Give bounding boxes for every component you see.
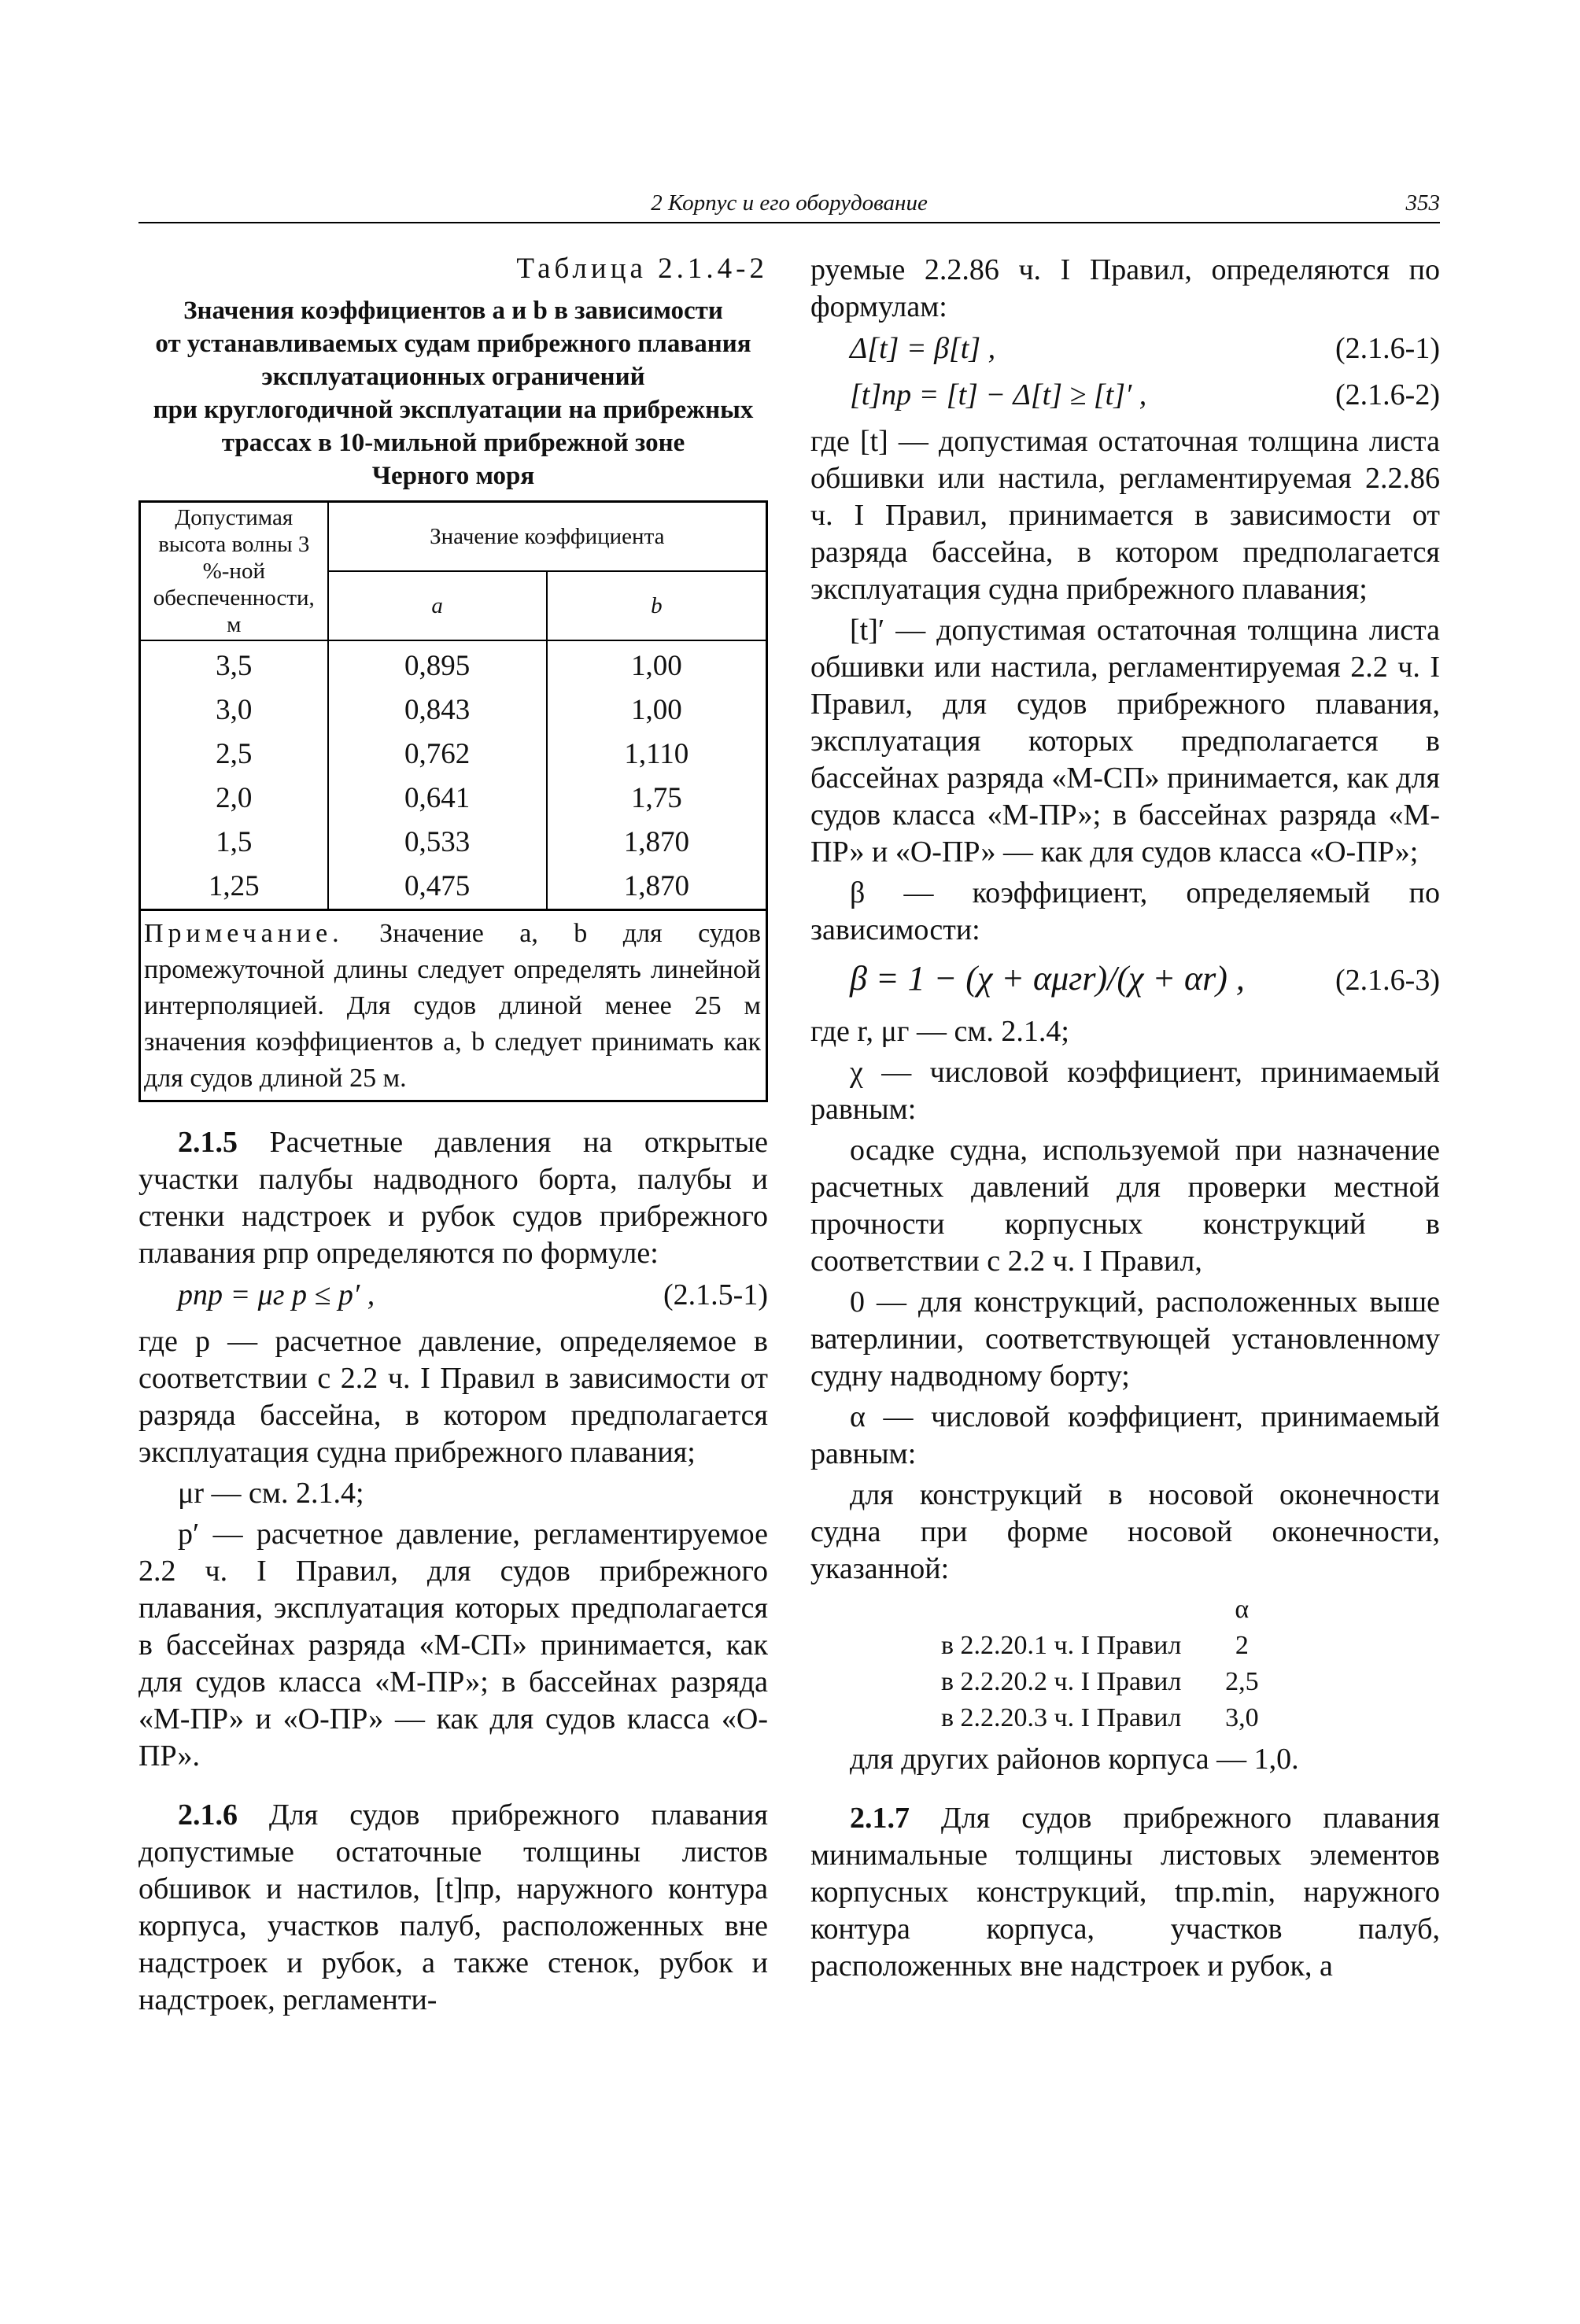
coefficient-table [138, 500, 768, 1102]
definition-p-prime: p′ — расчетное давление, регламентируемое 2.2 ч. I Правил, для судов прибрежного плавания, эксплуатация которых предполагается в бассейнах разряда «М-СП» принимается, как для судов класса «М-ПР»; в бассейнах разряда «М-ПР» и «О-ПР» — как для судов класса «О-ПР». [138, 1518, 768, 1773]
note-text: Значение a, b для судов промежуточной длины следует определять линейной интерполяцией. Для судов длиной менее 25 м значения коэффициентов a, b следует принимать как для судов длиной 25 м. [144, 919, 761, 1093]
running-title: 2 Корпус и его оборудование [651, 190, 928, 216]
table-title-line: эксплуатационных ограничений [261, 363, 645, 391]
alpha-bow-text: для конструкций в носовой оконечности судна при форме носовой оконечности, указанной: [810, 1478, 1440, 1585]
cell-b: 1,75 [547, 777, 767, 821]
right-column [810, 252, 1440, 1989]
table-note-row [140, 910, 767, 1101]
cell-a: 0,533 [328, 821, 547, 865]
chi-value-draft: осадке судна, используемой при назначение расчетных давлений для проверки местной прочности корпусных конструкций в соответствии с 2.2 ч. I Правил, [810, 1134, 1440, 1278]
definition-chi: χ — числовой коэффициент, принимаемый равным: [810, 1056, 1440, 1126]
header-a: a [328, 571, 547, 640]
section-text: Для судов прибрежного плавания минимальные толщины листовых элементов корпусных конструкций, tпр.min, наружного контура корпуса, участков палуб, расположенных вне надстроек и рубок, а [810, 1802, 1440, 1983]
table-row [140, 732, 767, 777]
definition-r: где r, μг — см. 2.1.4; [810, 1015, 1069, 1048]
cell-b: 1,00 [547, 688, 767, 732]
cell-b: 1,870 [547, 821, 767, 865]
cell-a: 0,895 [328, 640, 547, 688]
definition-beta: β — коэффициент, определяемый по зависимости: [810, 876, 1440, 946]
table-row [140, 865, 767, 910]
continuation-text: руемые 2.2.86 ч. I Правил, определяются по формулам: [810, 253, 1440, 323]
section-2-1-7 [810, 1800, 1440, 1985]
cell-wave-height: 1,25 [140, 865, 328, 910]
definition-p: где p — расчетное давление, определяемое в соответствии с 2.2 ч. I Правил в зависимости от разряда бассейна, в котором предполагается эксплуатация судна прибрежного плавания; [138, 1325, 768, 1469]
note-label: Примечание. [144, 919, 344, 948]
table-caption: Таблица 2.1.4-2 [516, 253, 768, 285]
cell-a: 0,843 [328, 688, 547, 732]
alpha-value: 2,5 [1225, 1667, 1259, 1696]
alpha-ref: в 2.2.20.1 ч. I Правил [941, 1631, 1182, 1660]
cell-b: 1,00 [547, 640, 767, 688]
cell-wave-height: 3,5 [140, 640, 328, 688]
alpha-table-row [928, 1664, 1290, 1700]
section-number: 2.1.6 [178, 1798, 238, 1832]
left-column [138, 252, 768, 2023]
alpha-table-head-row [928, 1592, 1290, 1628]
formula-expression: Δ[t] = β[t] , [850, 332, 996, 365]
table-title-line: от устанавливаемых судам прибрежного плавания [155, 330, 751, 358]
section-text: Расчетные давления на открытые участки палубы надводного борта, палубы и стенки надстроек и рубок судов прибрежного плавания pпр определяются по формуле: [138, 1126, 769, 1270]
cell-wave-height: 2,5 [140, 732, 328, 777]
running-header [138, 187, 1440, 223]
section-number: 2.1.7 [850, 1802, 910, 1835]
formula-number: (2.1.5-1) [663, 1278, 768, 1311]
table-note [140, 910, 767, 1101]
section-text: Для судов прибрежного плавания допустимые остаточные толщины листов обшивок и настилов, [t]пр, наружного контура корпуса, участков палуб, расположенных вне надстроек и рубок, а также стенок, рубок и надстроек, регламенти- [138, 1798, 768, 2016]
alpha-table [928, 1592, 1290, 1736]
cell-b: 1,110 [547, 732, 767, 777]
alpha-value: 2 [1235, 1631, 1249, 1660]
table-row [140, 640, 767, 688]
section-2-1-6 [138, 1797, 768, 2019]
alpha-value: 3,0 [1225, 1703, 1259, 1732]
cell-a: 0,475 [328, 865, 547, 910]
table-row [140, 821, 767, 865]
cell-wave-height: 2,0 [140, 777, 328, 821]
table-title [138, 294, 768, 492]
alpha-ref: в 2.2.20.2 ч. I Правил [941, 1667, 1182, 1696]
chi-value-zero: 0 — для конструкций, расположенных выше ватерлинии, соответствующей установленному судну надводному борту; [810, 1286, 1440, 1393]
formula-2-1-6-1 [810, 330, 1440, 367]
formula-expression: β = 1 − (χ + αμгr)/(χ + αr) , [850, 959, 1245, 998]
definition-t: где [t] — допустимая остаточная толщина листа обшивки или настила, регламентируемая 2.2.86 ч. I Правил, принимается в зависимости от разряда бассейна, в котором предполагается эксплуатация судна прибрежного плавания; [810, 425, 1440, 606]
cell-a: 0,641 [328, 777, 547, 821]
table-title-line: Черного моря [371, 462, 535, 490]
section-2-1-5 [138, 1124, 768, 1272]
formula-expression: pпр = μг p ≤ p′ , [178, 1278, 375, 1311]
formula-expression: [t]пр = [t] − Δ[t] ≥ [t]′ , [850, 378, 1147, 411]
table-title-line: при круглогодичной эксплуатации на прибрежных [153, 396, 754, 424]
table-row [140, 777, 767, 821]
formula-2-1-6-2 [810, 377, 1440, 414]
cell-wave-height: 1,5 [140, 821, 328, 865]
table-title-line: трассах в 10-мильной прибрежной зоне [221, 429, 685, 457]
header-b: b [547, 571, 767, 640]
formula-2-1-5-1 [138, 1277, 768, 1314]
definition-alpha: α — числовой коэффициент, принимаемый равным: [810, 1400, 1440, 1470]
formula-number: (2.1.6-2) [1335, 378, 1440, 411]
alpha-table-row [928, 1700, 1290, 1736]
alpha-table-head: α [1235, 1595, 1250, 1624]
formula-2-1-6-3 [810, 960, 1440, 999]
header-wave-height: Допустимая высота волны 3 %-ной обеспеченности, м [140, 502, 328, 641]
alpha-other-text: для других районов корпуса — 1,0. [850, 1743, 1299, 1776]
alpha-table-row [928, 1628, 1290, 1664]
definition-t-prime: [t]′ — допустимая остаточная толщина листа обшивки или настила, регламентируемая 2.2 ч. I Правил, для судов прибрежного плавания, эксплуатация которых предполагается в бассейнах разряда «М-СП» принимается, как для судов класса «М-ПР»; в бассейнах разряда «М-ПР» и «О-ПР» — как для судов класса «О-ПР»; [810, 614, 1440, 869]
formula-number: (2.1.6-3) [1335, 964, 1440, 997]
header-coefficient-value: Значение коэффициента [328, 502, 767, 572]
cell-a: 0,762 [328, 732, 547, 777]
page-number: 353 [1405, 190, 1440, 216]
formula-number: (2.1.6-1) [1335, 332, 1440, 365]
definition-mu: μr — см. 2.1.4; [178, 1477, 364, 1510]
cell-wave-height: 3,0 [140, 688, 328, 732]
section-number: 2.1.5 [178, 1126, 238, 1159]
alpha-ref: в 2.2.20.3 ч. I Правил [941, 1703, 1182, 1732]
cell-b: 1,870 [547, 865, 767, 910]
table-title-line: Значения коэффициентов a и b в зависимости [183, 297, 723, 325]
table-row [140, 688, 767, 732]
